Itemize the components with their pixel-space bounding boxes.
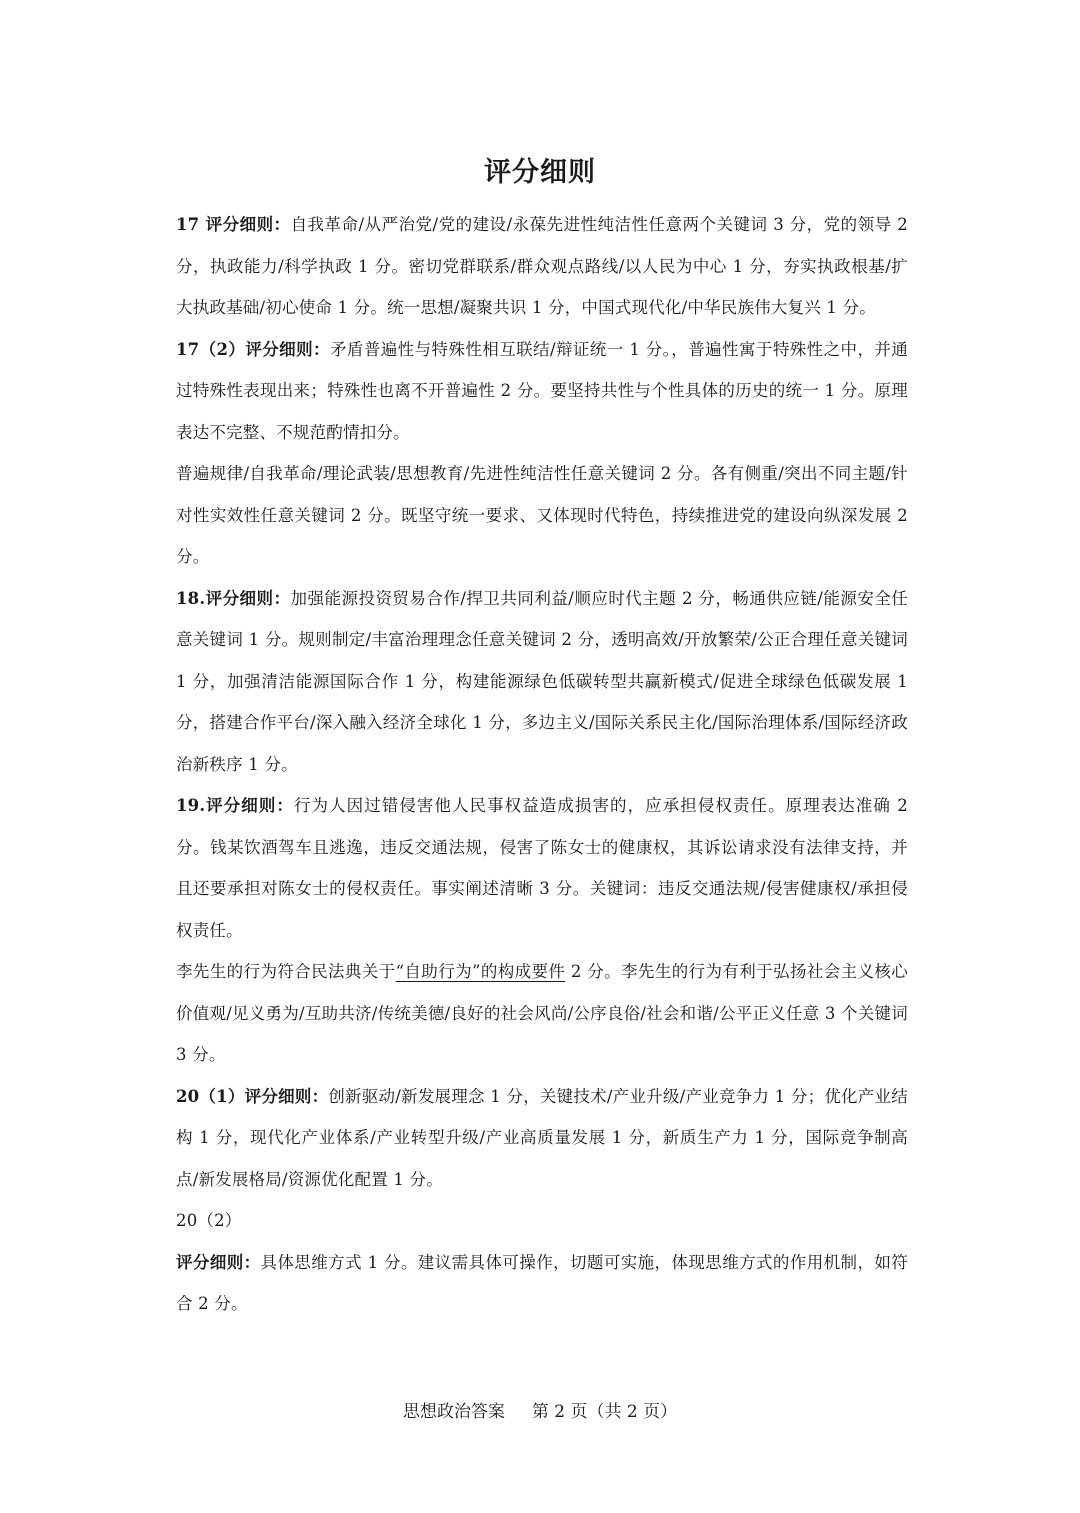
page-footer: [0, 1397, 1080, 1422]
q19-underlined-text: “自助行为”的构成要件: [395, 962, 566, 981]
q17-text: 自我革命/从严治党/党的建设/永葆先进性纯洁性任意两个关键词 3 分，党的领导 2 分，执政能力/科学执政 1 分。密切党群联系/群众观点路线/以人民为中心 1 分，夯实执政根基/扩大执政基础/初心使命 1 分。统一思想/凝聚共识 1 分，中国式现代化/中华民族伟大复兴 1 分。: [176, 215, 909, 317]
q19-text: 行为人因过错侵害他人民事权益造成损害的，应承担侵权责任。原理表达准确 2 分。钱某饮酒驾车且逃逸，违反交通法规，侵害了陈女士的健康权，其诉讼请求没有法律支持，并且还要承担对陈女士的侵权责任。事实阐述清晰 3 分。关键词：违反交通法规/侵害健康权/承担侵权责任。: [176, 796, 908, 940]
q19-paragraph: [176, 785, 908, 951]
q17-2-paragraph: [176, 329, 908, 454]
q17-label: 17 评分细则：: [176, 215, 291, 234]
q20-1-label: 20（1）评分细则：: [176, 1086, 329, 1106]
q20-2-heading: 20（2）: [176, 1211, 242, 1230]
q18-text: 加强能源投资贸易合作/捍卫共同利益/顺应时代主题 2 分，畅通供应链/能源安全任意关键词 1 分。规则制定/丰富治理理念任意关键词 2 分，透明高效/开放繁荣/公正合理任意关键词 1 分，加强清洁能源国际合作 1 分，构建能源绿色低碳转型共赢新模式/促进全球绿色低碳发展 1 分，搭建合作平台/深入融入经济全球化 1 分，多边主义/国际关系民主化/国际治理体系/国际经济政治新秩序 1 分。: [176, 588, 908, 774]
q20-1-text: 创新驱动/新发展理念 1 分，关键技术/产业升级/产业竞争力 1 分；优化产业结构 1 分，现代化产业体系/产业转型升级/产业高质量发展 1 分，新质生产力 1 分，国际竞争制高点/新发展格局/资源优化配置 1 分。: [176, 1086, 908, 1189]
q17-paragraph: [176, 204, 908, 329]
q19-text-2a: 李先生的行为符合民法典关于: [176, 962, 396, 981]
q18-label: 18.评分细则：: [176, 588, 291, 608]
q20-2-label: 评分细则：: [176, 1252, 261, 1272]
q20-2-text: 具体思维方式 1 分。建议需具体可操作，切题可实施，体现思维方式的作用机制，如符合 2 分。: [176, 1252, 908, 1313]
q20-2-paragraph: [176, 1242, 908, 1325]
q19-text-2b: 2 分。李先生的行为有利于弘扬社会主义核心价值观/见义勇为/互助共济/传统美德/良好的社会风尚/公序良俗/社会和谐/公平正义任意 3 个关键词 3 分。: [176, 962, 908, 1064]
q19-paragraph-2: [176, 951, 908, 1076]
q19-label: 19.评分细则：: [176, 796, 294, 815]
q17-2-text-2: 普遍规律/自我革命/理论武装/思想教育/先进性纯洁性任意关键词 2 分。各有侧重/突出不同主题/针对性实效性任意关键词 2 分。既坚守统一要求、又体现时代特色，持续推进党的建设向纵深发展 2 分。: [176, 464, 908, 566]
footer-subject: 思想政治答案: [402, 1402, 505, 1422]
document-body: [176, 204, 908, 1325]
q17-2-label: 17（2）评分细则：: [176, 339, 330, 359]
q17-2-paragraph-2: [176, 453, 908, 578]
q20-1-paragraph: [176, 1076, 908, 1201]
q17-2-text: 矛盾普遍性与特殊性相互联结/辩证统一 1 分。，普遍性寓于特殊性之中，并通过特殊性表现出来；特殊性也离不开普遍性 2 分。要坚持共性与个性具体的历史的统一 1 分。原理表达不完整、不规范酌情扣分。: [176, 339, 908, 442]
q18-paragraph: [176, 578, 908, 786]
footer-page-number: 第 2 页（共 2 页）: [531, 1402, 678, 1422]
page-title: 评分细则: [484, 157, 596, 188]
